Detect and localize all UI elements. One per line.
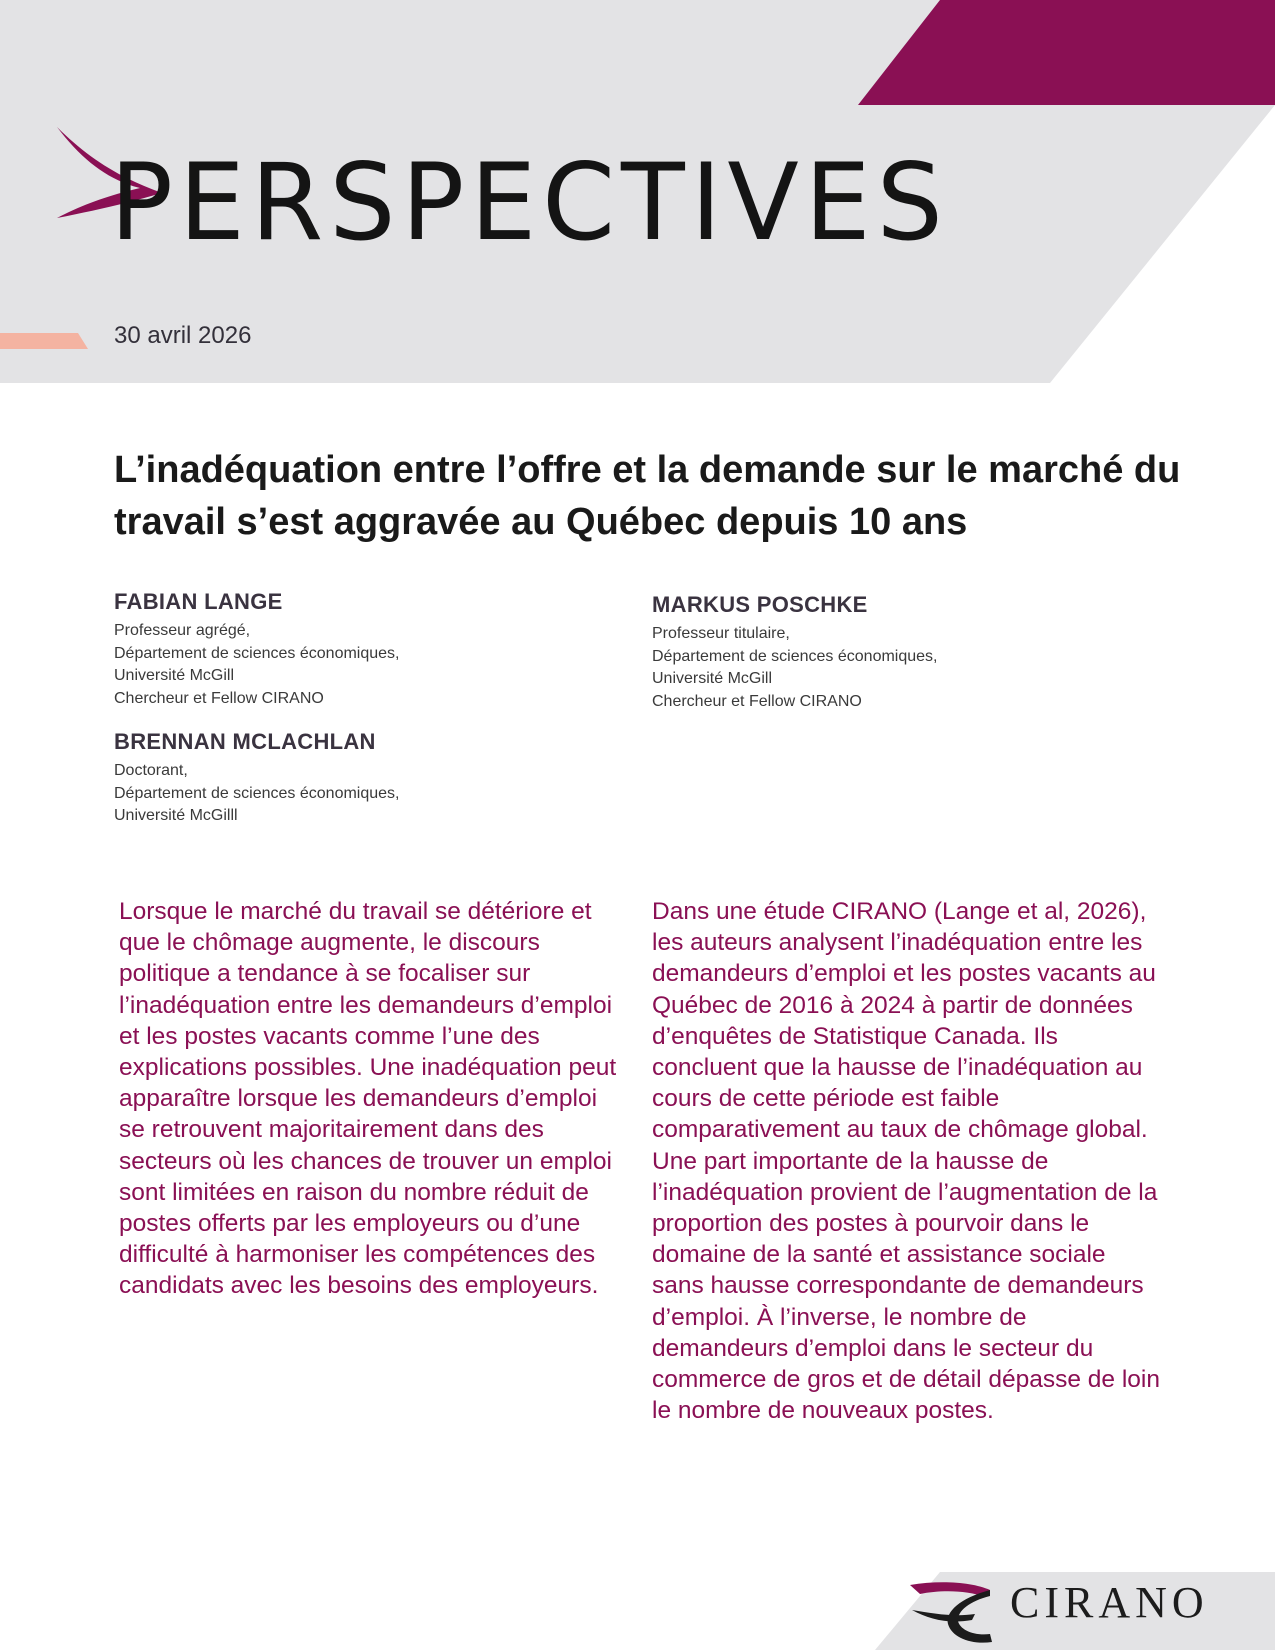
author-affiliation-line: Département de sciences économiques, <box>114 784 400 802</box>
publication-date: 30 avril 2026 <box>114 322 252 349</box>
author-block <box>114 728 594 828</box>
author-block <box>652 591 1132 713</box>
publication-title: PERSPECTIVES <box>110 141 949 264</box>
author-affiliation-line: Doctorant, <box>114 762 188 779</box>
author-affiliation-line: Université McGill <box>114 667 235 684</box>
author-affiliation-line: Chercheur et Fellow CIRANO <box>652 692 862 710</box>
author-affiliation-line: Département de sciences économiques, <box>114 644 400 662</box>
author-affiliation-line: Département de sciences économiques, <box>652 647 938 665</box>
date-salmon-bar <box>0 333 88 349</box>
article-title: L’inadéquation entre l’offre et la demande sur le marché du travail s’est aggravée au Québec depuis 10 ans <box>114 449 1181 543</box>
cirano-logo-text: CIRANO <box>1010 1578 1209 1627</box>
author-affiliation-line: Professeur agrégé, <box>114 622 251 639</box>
intro-paragraph-left: Lorsque le marché du travail se détériore et que le chômage augmente, le discours politique a tendance à se focaliser sur l’inadéquation entre les demandeurs d’emploi et les postes vacants comme l’une des explications possibles. Une inadéquation peut apparaître lorsque les demandeurs d’emploi se retrouvent majoritairement dans des secteurs où les chances de trouver un emploi sont limitées en raison du nombre réduit de postes offerts par les employeurs ou d’une difficulté à harmoniser les compétences des candidats avec les besoins des employeurs. <box>119 898 617 1300</box>
author-affiliation-line: Université McGill <box>652 670 773 687</box>
author-name: FABIAN LANGE <box>114 589 283 614</box>
author-name: MARKUS POSCHKE <box>652 592 868 617</box>
author-name: BRENNAN MCLACHLAN <box>114 729 376 754</box>
intro-paragraph-right: Dans une étude CIRANO (Lange et al, 2026), les auteurs analysent l’inadéquation entre les demandeurs d’emploi et les postes vacants au Québec de 2016 à 2024 à partir de données d’enquêtes de Statistique Canada. Ils concluent que la hausse de l’inadéquation au cours de cette période est faible comparativement au taux de chômage global. Une part importante de la hausse de l’inadéquation provient de l’augmentation de la proportion des postes à pourvoir dans le domaine de la santé et assistance sociale sans hausse correspondante de demandeurs d’emploi. À l’inverse, le nombre de demandeurs d’emploi dans le secteur du commerce de gros et de détail dépasse de loin le nombre de nouveaux postes. <box>652 898 1160 1425</box>
author-affiliation-line: Chercheur et Fellow CIRANO <box>114 689 324 707</box>
author-affiliation-line: Université McGilll <box>114 807 238 824</box>
author-affiliation-line: Professeur titulaire, <box>652 625 790 642</box>
author-block <box>114 588 594 710</box>
